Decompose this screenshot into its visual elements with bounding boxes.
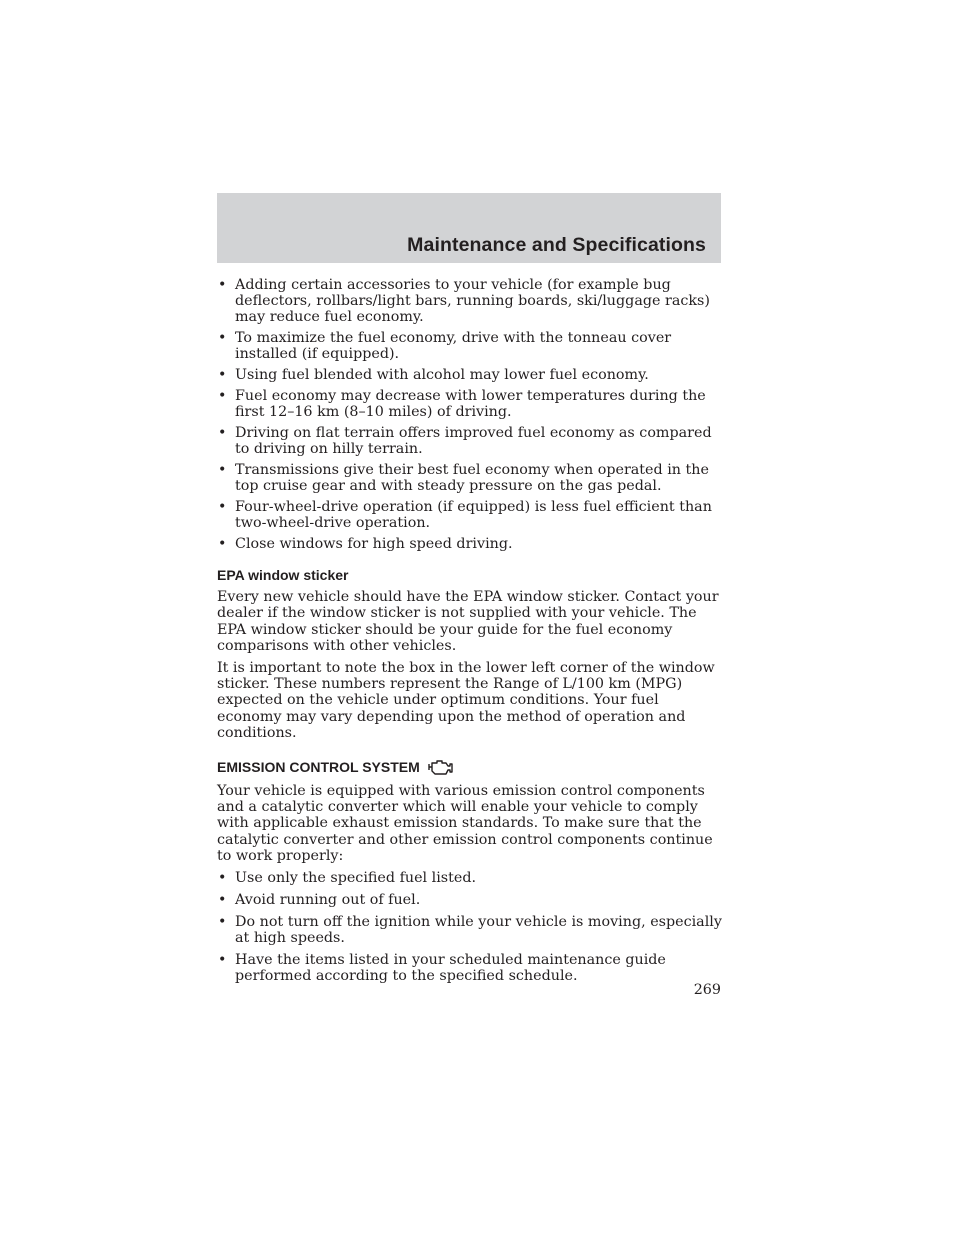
- page-content: [217, 277, 722, 990]
- epa-paragraph-1: Every new vehicle should have the EPA window sticker. Contact your dealer if the window sticker is not supplied with your vehicle. The EPA window sticker should be your guide for the fuel economy comparisons with other vehicles.: [217, 589, 719, 655]
- list-item: [217, 952, 722, 984]
- epa-heading: EPA window sticker: [217, 567, 349, 583]
- emission-paragraph: Your vehicle is equipped with various emission control components and a catalytic converter which will enable your vehicle to comply with applicable exhaust emission standards. To make sure that the catalytic converter and other emission control components continue to work properly:: [217, 782, 713, 865]
- fuel-economy-bullet-list: [217, 277, 722, 552]
- epa-paragraph-2: It is important to note the box in the lower left corner of the window sticker. These numbers represent the Range of L/100 km (MPG) expected on the vehicle under optimum conditions. Your fuel economy may vary depending upon the method of operation and conditions.: [217, 659, 715, 742]
- bullet: •: [218, 951, 227, 968]
- emission-heading-text: EMISSION CONTROL SYSTEM: [217, 758, 420, 775]
- list-item-text: Four-wheel-drive operation (if equipped) is less fuel efficient than two-wheel-drive operation.: [235, 499, 712, 531]
- bullet: •: [218, 462, 227, 478]
- list-item: [217, 367, 722, 383]
- list-item-text: Close windows for high speed driving.: [235, 536, 513, 552]
- list-item-text: Driving on flat terrain offers improved fuel economy as compared to driving on hilly terrain.: [235, 425, 712, 457]
- list-item-text: Transmissions give their best fuel economy when operated in the top cruise gear and with steady pressure on the gas pedal.: [235, 462, 709, 494]
- emission-heading: [217, 757, 722, 777]
- list-item: [217, 388, 722, 420]
- list-item: [217, 870, 722, 886]
- list-item: [217, 892, 722, 908]
- list-item-text: Have the items listed in your scheduled maintenance guide performed according to the specified schedule.: [235, 951, 666, 984]
- list-item: [217, 462, 722, 494]
- bullet: •: [218, 277, 227, 293]
- list-item-text: Adding certain accessories to your vehicle (for example bug deflectors, rollbars/light bars, running boards, ski/luggage racks) may reduce fuel economy.: [235, 277, 710, 325]
- engine-icon: [425, 757, 455, 777]
- list-item-text: Using fuel blended with alcohol may lower fuel economy.: [235, 367, 649, 383]
- list-item: [217, 536, 722, 552]
- bullet: •: [218, 891, 227, 908]
- bullet: •: [218, 367, 227, 383]
- section-title: Maintenance and Specifications: [407, 234, 706, 256]
- bullet: •: [218, 388, 227, 404]
- bullet: •: [218, 536, 227, 552]
- bullet: •: [218, 330, 227, 346]
- list-item: [217, 499, 722, 531]
- list-item-text: Use only the specified fuel listed.: [235, 869, 477, 886]
- list-item-text: Avoid running out of fuel.: [235, 891, 421, 908]
- list-item: [217, 425, 722, 457]
- bullet: •: [218, 869, 227, 886]
- section-header-bar: [217, 193, 721, 263]
- list-item: [217, 330, 722, 362]
- list-item: [217, 914, 722, 946]
- list-item-text: To maximize the fuel economy, drive with the tonneau cover installed (if equipped).: [235, 330, 672, 362]
- bullet: •: [218, 425, 227, 441]
- bullet: •: [218, 499, 227, 515]
- emission-bullet-list: [217, 870, 722, 984]
- list-item-text: Fuel economy may decrease with lower temperatures during the first 12–16 km (8–10 miles) of driving.: [235, 388, 706, 420]
- bullet: •: [218, 913, 227, 930]
- list-item: [217, 277, 722, 325]
- list-item-text: Do not turn off the ignition while your vehicle is moving, especially at high speeds.: [235, 913, 722, 946]
- page-number: 269: [693, 982, 721, 998]
